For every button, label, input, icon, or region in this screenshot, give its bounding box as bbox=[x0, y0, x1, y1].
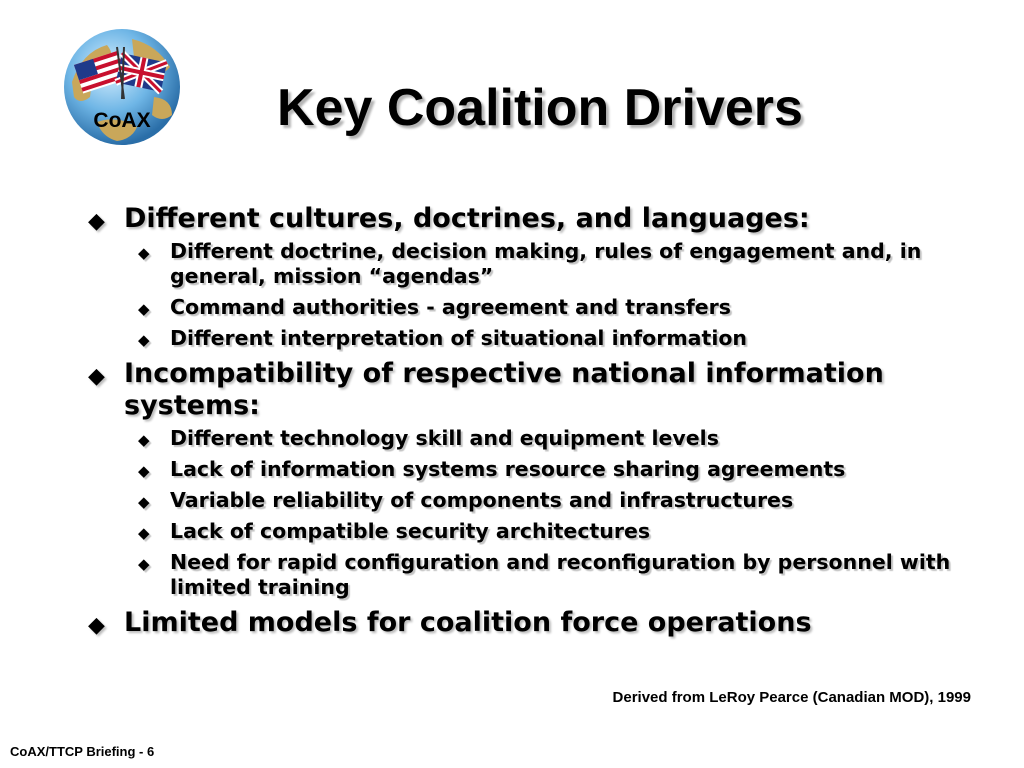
sub-bullet-text: Command authorities - agreement and transfers bbox=[170, 295, 731, 319]
diamond-bullet-icon: ◆ bbox=[138, 431, 150, 449]
sub-bullet-item bbox=[124, 295, 962, 320]
source-note: Derived from LeRoy Pearce (Canadian MOD), 1999 bbox=[612, 689, 971, 706]
sub-bullet-item bbox=[124, 519, 962, 544]
diamond-bullet-icon: ◆ bbox=[88, 209, 105, 234]
slide-footer: CoAX/TTCP Briefing - 6 bbox=[10, 744, 155, 759]
sub-bullet-item bbox=[124, 239, 962, 289]
sub-bullet-text: Different interpretation of situational information bbox=[170, 326, 748, 350]
diamond-bullet-icon: ◆ bbox=[138, 493, 150, 511]
diamond-bullet-icon: ◆ bbox=[138, 300, 150, 318]
logo-text: CoAX bbox=[93, 109, 151, 132]
bullet-item bbox=[82, 203, 962, 235]
sub-bullet-item bbox=[124, 426, 962, 451]
bullet-text: Limited models for coalition force operations bbox=[124, 607, 812, 638]
sub-bullet-text: Need for rapid configuration and reconfiguration by personnel with limited training bbox=[170, 550, 951, 599]
coax-logo bbox=[62, 27, 182, 147]
diamond-bullet-icon: ◆ bbox=[88, 364, 105, 389]
sub-bullet-item bbox=[124, 457, 962, 482]
diamond-bullet-icon: ◆ bbox=[138, 462, 150, 480]
sub-bullet-text: Different technology skill and equipment levels bbox=[170, 426, 719, 450]
sub-bullet-list bbox=[124, 426, 962, 600]
sub-bullet-list bbox=[124, 239, 962, 351]
sub-bullet-item bbox=[124, 326, 962, 351]
bullet-list bbox=[82, 196, 962, 639]
diamond-bullet-icon: ◆ bbox=[88, 613, 105, 638]
bullet-text: Different cultures, doctrines, and languages: bbox=[124, 203, 810, 234]
diamond-bullet-icon: ◆ bbox=[138, 555, 150, 573]
sub-bullet-text: Variable reliability of components and infrastructures bbox=[170, 488, 794, 512]
sub-bullet-text: Lack of compatible security architectures bbox=[170, 519, 651, 543]
diamond-bullet-icon: ◆ bbox=[138, 244, 150, 262]
bullet-item bbox=[82, 358, 962, 422]
diamond-bullet-icon: ◆ bbox=[138, 524, 150, 542]
globe-flags-icon bbox=[62, 27, 182, 147]
diamond-bullet-icon: ◆ bbox=[138, 331, 150, 349]
bullet-text: Incompatibility of respective national information systems: bbox=[124, 358, 884, 421]
sub-bullet-text: Different doctrine, decision making, rules of engagement and, in general, mission “agendas” bbox=[170, 239, 922, 288]
sub-bullet-item bbox=[124, 550, 962, 600]
sub-bullet-text: Lack of information systems resource sharing agreements bbox=[170, 457, 846, 481]
bullet-item bbox=[82, 607, 962, 639]
sub-bullet-item bbox=[124, 488, 962, 513]
slide-title: Key Coalition Drivers bbox=[277, 79, 803, 137]
